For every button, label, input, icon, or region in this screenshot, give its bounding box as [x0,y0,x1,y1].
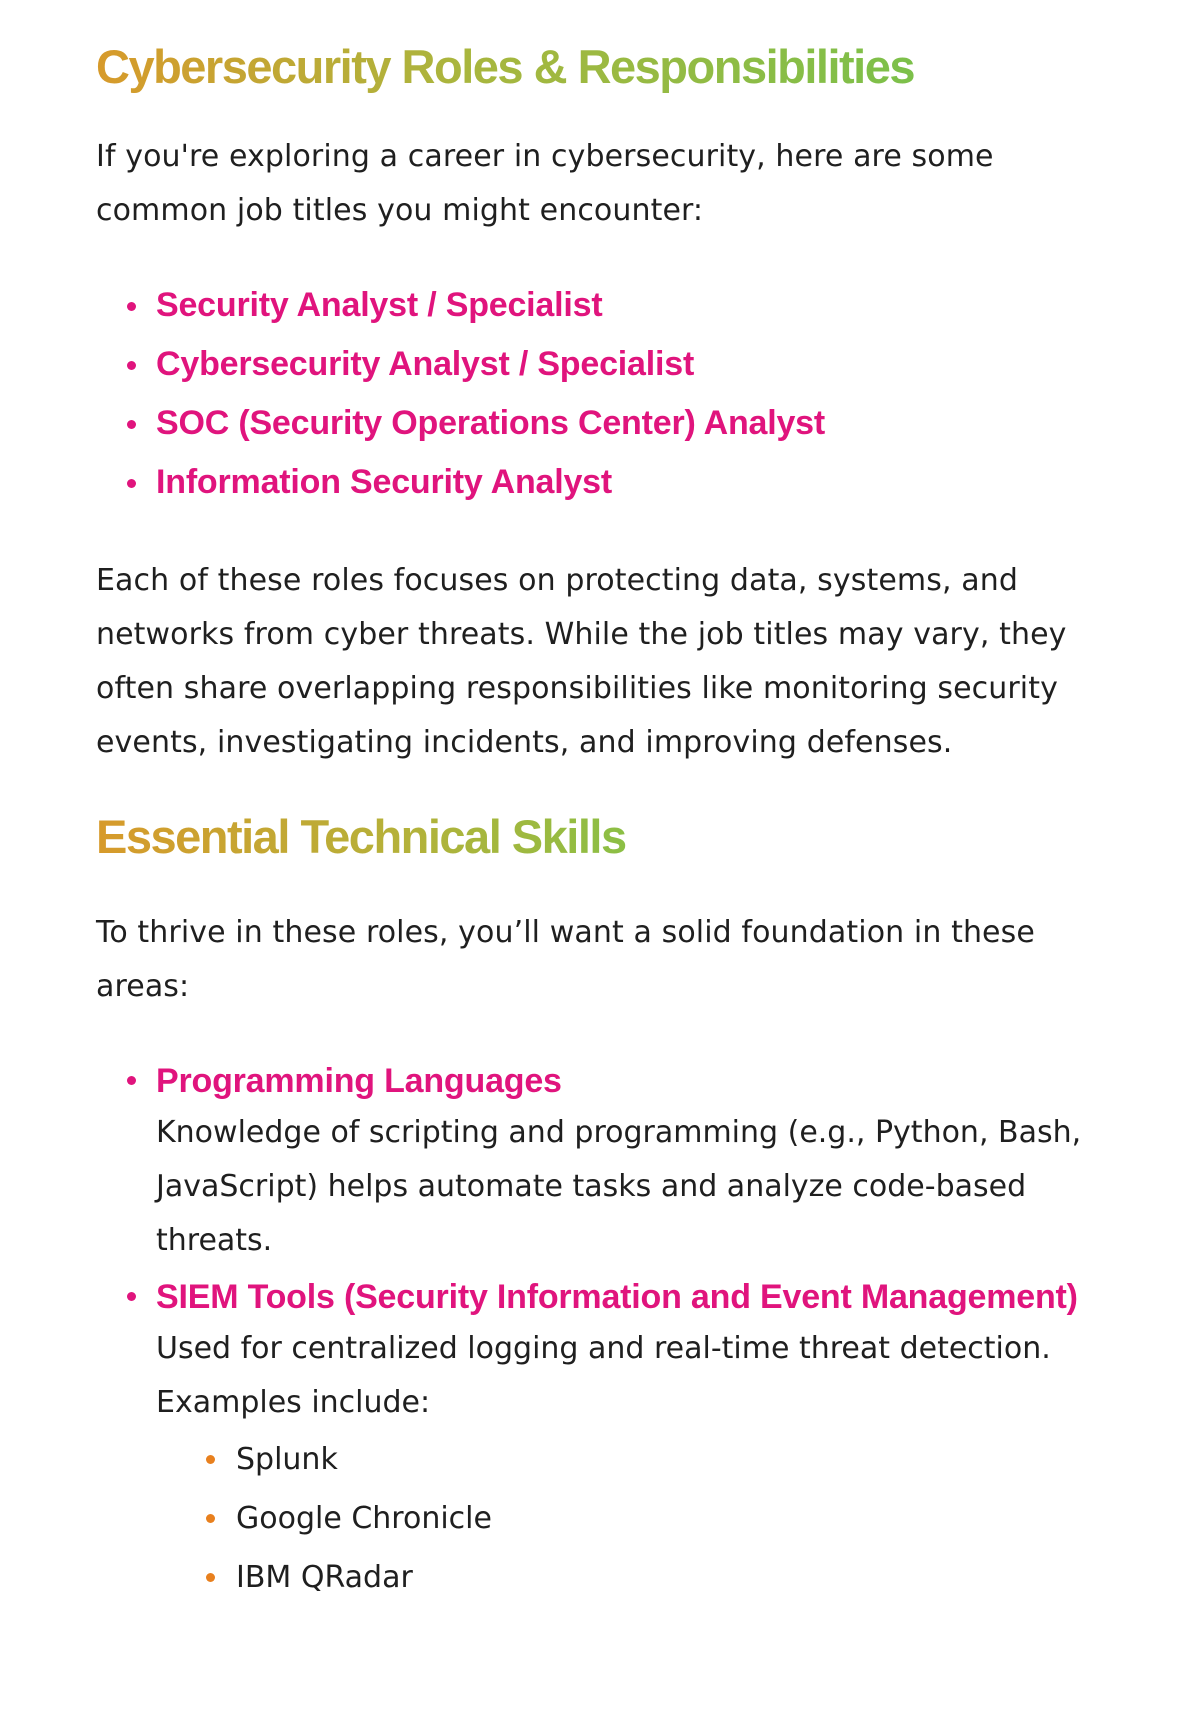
skill-name: Programming Languages [156,1062,562,1101]
skills-list [96,1056,1120,1607]
list-item-skill [156,1056,1120,1268]
list-item-role: Cybersecurity Analyst / Specialist [156,335,1120,394]
roles-intro-paragraph: If you're exploring a career in cybersecurity, here are some common job titles you might encounter: [96,139,994,229]
roles-description-paragraph: Each of these roles focuses on protecting data, systems, and networks from cyber threats. While the job titles may vary, they often share overlapping responsibilities like monitoring security events, investigating incidents, and improving defenses. [96,563,1067,761]
skill-description: Used for centralized logging and real-time threat detection. Examples include: [156,1331,1051,1421]
job-titles-list [96,276,1120,512]
section-heading-skills: Essential Technical Skills [96,810,626,864]
list-item-skill [156,1272,1120,1607]
skill-name: SIEM Tools (Security Information and Event Management) [156,1278,1078,1317]
skills-intro-paragraph: To thrive in these roles, you’ll want a solid foundation in these areas: [96,915,1035,1005]
list-item-example: Splunk [236,1430,1120,1489]
list-item-role: Security Analyst / Specialist [156,276,1120,335]
list-item-example: IBM QRadar [236,1548,1120,1607]
list-item-role: SOC (Security Operations Center) Analyst [156,394,1120,453]
siem-examples-list [156,1430,1120,1607]
section-heading-roles: Cybersecurity Roles & Responsibilities [96,40,915,93]
list-item-example: Google Chronicle [236,1489,1120,1548]
skill-description: Knowledge of scripting and programming (e.g., Python, Bash, JavaScript) helps automate tasks and analyze code-based threats. [156,1115,1082,1259]
list-item-role: Information Security Analyst [156,453,1120,512]
